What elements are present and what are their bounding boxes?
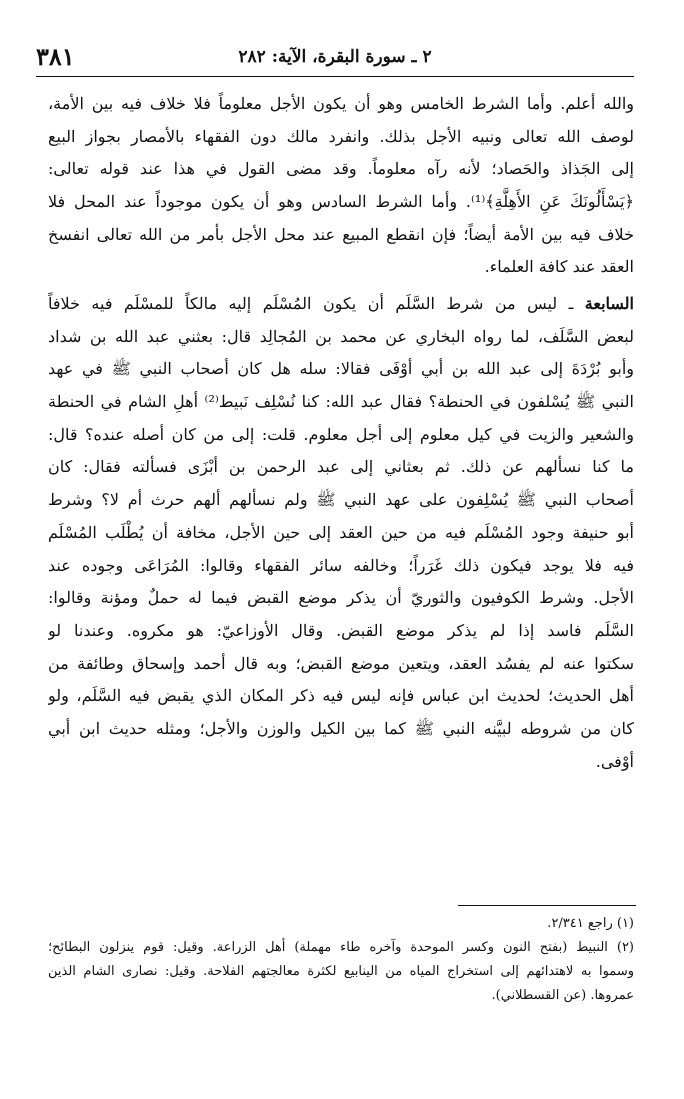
footnote-1: (١) راجع ٢/٣٤١.: [547, 916, 634, 931]
text-line: الأجل. وشرط الكوفيون والثوريّ أن يذكر موضع القبض فيما له حملٌ ومؤنة وقالوا:: [48, 588, 634, 608]
text-line: أصحاب النبي ﷺ يُسْلِفون على عهد النبي ﷺ ولم نسألهم ألهم حرث أم لا؟ وشرط: [48, 490, 634, 510]
footnote-2: [48, 936, 634, 1008]
paragraph-2: [48, 288, 634, 778]
text-line: أبو حنيفة وجود المُسْلَم فيه من حين العقد إلى حين الأجل، مخافة أن يُطْلَب المُسْلَم: [48, 522, 634, 542]
text-line: ﴿يَسْأَلُونَكَ عَنِ الأَهِلَّةِ﴾⁽¹⁾. وأما الشرط السادس وهو أن يكون موجوداً عند المحل فلا: [48, 192, 634, 212]
first-line-rest: ـ ليس من شرط السَّلَم أن يكون المُسْلَم إليه مالكاً للمسْلَم فيه خلافاً: [48, 294, 585, 313]
page-number: ٣٨١: [36, 42, 75, 71]
footnotes: [48, 912, 634, 1008]
text-line: السَّلَم فاسد إذا لم يذكر موضع القبض. وقال الأوزاعيّ: هو مكروه. وعندنا لو: [48, 620, 634, 640]
text-line: سكتوا عنه لم يفسُد العقد، ويتعين موضع القبض؛ وبه قال أحمد وإسحاق وطائفة من: [48, 653, 634, 673]
text-line: النبي ﷺ يُسْلفون في الحنطة؟ فقال عبد الله: كنا نُسْلِف نَبيط⁽²⁾ أهلِ الشام في الحنطة: [48, 392, 634, 412]
text-line: ما كنا نسألهم عن ذلك. ثم بعثاني إلى عبد الرحمن بن أبْزَى فسألته فقال: كان: [48, 457, 634, 477]
text-line: فيه فلا يوجد فيكون ذلك غَرَراً؛ وخالفه سائر الفقهاء وقالوا: المُرَاعَى وجوده عند: [48, 555, 634, 575]
text-line: خلاف فيه بين الأمة أيضاً؛ فإن انقطع المبيع عند محل الأجل بأمر من الله تعالى انفسخ: [48, 224, 634, 244]
text-line: أوْفى.: [595, 751, 634, 771]
running-title: ٢ ـ سورة البقرة، الآية: ٢٨٢: [238, 47, 432, 67]
paragraph-1: [48, 88, 634, 284]
text-line: والله أعلم. وأما الشرط الخامس وهو أن يكون الأجل معلوماً فلا خلاف فيه بين الأمة،: [48, 94, 634, 113]
footnote-line: وسموا به لاهتدائهم إلى استخراج المياه من الينابيع لكثرة معالجتهم الفلاحة. وقيل: نصارى الشام الذين: [48, 964, 634, 979]
text-line: إلى الجَذاذ والحَصاد؛ لأنه رآه معلوماً. وقد مضى القول في هذا عند قوله تعالى:: [48, 159, 634, 179]
text-line: وأبو بُرْدَةَ إلى عبد الله بن أبي أوْفَى فقالا: سله هل كان أصحاب النبي ﷺ في عهد: [48, 359, 634, 379]
footnote-line: (٢) النبيط (بفتح النون وكسر الموحدة وآخره طاء مهملة) أهل الزراعة. وقيل: قوم ينزلون البطائح؛: [48, 940, 634, 955]
footnote-separator: [458, 905, 636, 906]
paragraph-lead: السابعة: [584, 294, 634, 313]
text-line: لوصف الله تعالى ونبيه الأجل بذلك. وانفرد مالك دون الفقهاء بالأمصار بجواز البيع: [48, 126, 634, 146]
text-line: كان من شروطه لبيَّنه النبي ﷺ كما بين الكيل والوزن والأجل؛ ومثله حديث ابن أبي: [48, 718, 634, 738]
text-line-first: [48, 288, 634, 321]
text-line: والشعير والزيت في كيل معلوم إلى أجل معلوم. قلت: إلى من كان أصله عنده؟ قال:: [48, 424, 634, 444]
text-line: لبعض السَّلَف، لما رواه البخاري عن محمد بن المُجالِد قال: بعثني عبد الله بن شداد: [48, 326, 634, 346]
page-header: [36, 40, 634, 77]
text-line: أهل الحديث؛ لحديث ابن عباس فإنه ليس فيه ذكر المكان الذي يقبض فيه السَّلَم، ولو: [48, 686, 634, 706]
text-line: العقد عند كافة العلماء.: [484, 257, 634, 277]
footnote-line: عمروها. (عن القسطلاني).: [491, 988, 634, 1003]
